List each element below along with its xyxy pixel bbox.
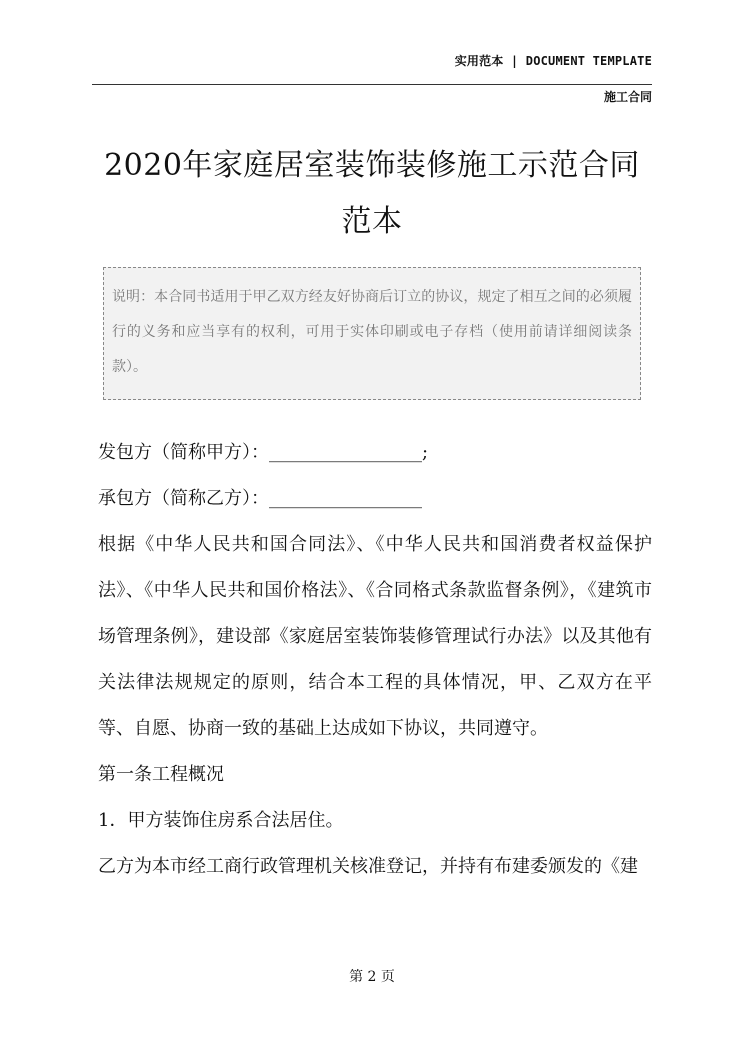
- page-number: 第 2 页: [349, 969, 395, 985]
- document-title: 2020年家庭居室装饰装修施工示范合同范本: [104, 148, 640, 239]
- note-box: [103, 267, 641, 400]
- document-body: [98, 430, 652, 890]
- party-b-line: 承包方（简称乙方）：_________________: [98, 488, 422, 509]
- article-1-item-2: 乙方为本市经工商行政管理机关核准登记，并持有布建委颁发的《建: [98, 856, 638, 877]
- article-1-item-1: 1．甲方装饰住房系合法居住。: [98, 810, 344, 831]
- legal-basis-paragraph: 根据《中华人民共和国合同法》、《中华人民共和国消费者权益保护法》、《中华人民共和国价格法》、《合同格式条款监督条例》，《建筑市场管理条例》，建设部《家庭居室装饰装修管理试行办法》以及其他有关法律法规规定的原则，结合本工程的具体情况，甲、乙双方在平等、自愿、协商一致的基础上达成如下协议，共同遵守。: [98, 534, 652, 739]
- header-contract-type: 施工合同: [603, 90, 652, 104]
- header-template-label: 实用范本 | DOCUMENT TEMPLATE: [454, 54, 652, 68]
- party-a-line: 发包方（简称甲方）：_________________;: [98, 442, 429, 463]
- article-1-heading: 第一条工程概况: [98, 764, 224, 785]
- header-divider: [92, 84, 652, 85]
- note-text: 说明：本合同书适用于甲乙双方经友好协商后订立的协议，规定了相互之间的必须履行的义务和应当享有的权利，可用于实体印刷或电子存档（使用前请详细阅读条款）。: [112, 289, 632, 375]
